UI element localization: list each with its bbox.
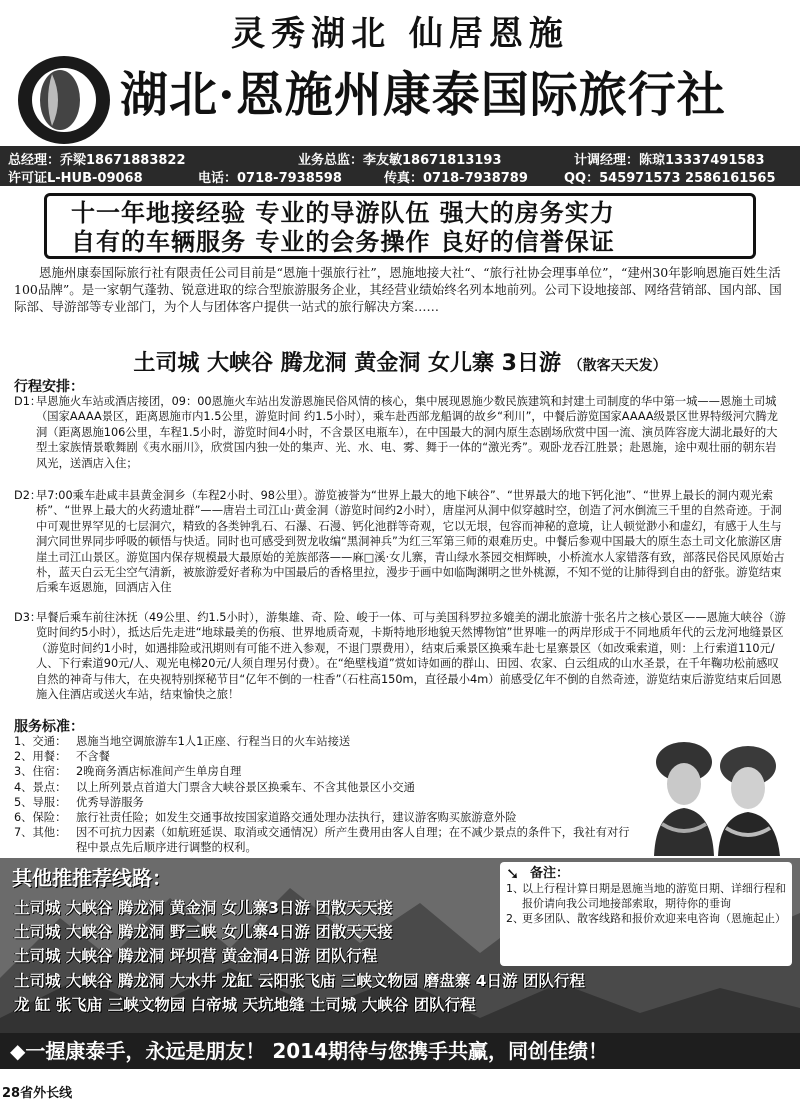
route-item: 土司城 大峡谷 腾龙洞 黄金洞 女儿寨3日游 团散天天接 — [14, 899, 393, 917]
service-text: 以上所列景点首道大门票含大峡谷景区换乘车、不含其他景区小交通 — [76, 780, 415, 794]
service-text: 因不可抗力因素（如航班延误、取消或交通情况）所产生费用由客人自理；在不减少景点的条件下，我社有对行程中景点先后顺序进行调整的权利。 — [76, 826, 630, 855]
page-reference: 28省外长线 — [2, 1086, 73, 1100]
itinerary-heading: 行程安排： — [14, 379, 84, 395]
day-2 — [14, 488, 786, 596]
day-text: 早恩施火车站或酒店接团，09：00恩施火车站出发游恩施民俗风情的核心，集中展现恩施少数民族建筑和封建土司制度的华中第一城——恩施土司城（国家AAAA景区，距离恩施市内1.5公里，游览时间 约1.5小时），乘车赴西部龙船调的故乡“利川”，中餐后游览国家AAAA级景区世界特级河穴腾龙洞（距离恩施106公里，车程1.5小时，游览时间4小时，不含景区电瓶车），在中国最大的洞内原生态剧场欣赏中国一流、演员阵容庞大湖北最好的大型土家族情景歌舞剧《夷水丽川》，欣赏国内独一处的集声、光、水、电、雾、舞于一体的“激光秀”。观卧龙吞江胜景；赴恩施，途中观壮丽的朝东岩风光，送酒店入住； — [36, 395, 778, 470]
route-item: 土司城 大峡谷 腾龙洞 坪坝营 黄金洞4日游 团队行程 — [14, 947, 378, 966]
contact-bar — [0, 146, 800, 186]
day-1 — [14, 394, 786, 471]
tour-title-text: 土司城 大峡谷 腾龙洞 黄金洞 女儿寨 3日游 — [133, 351, 561, 376]
coordinator: 计调经理：陈琼13337491583 — [574, 153, 765, 168]
company-intro: 恩施州康泰国际旅行社有限责任公司目前是“恩施十强旅行社”，恩施地接大社“、“旅行社协会理事单位”，“建州30年影响恩施百姓生活100品牌”。是一家朝气蓬勃、锐意进取的综合型旅游服务企业，其经营业绩始终名列本地前列。公司下设地接部、网络营销部、国内部、国际部、导游部等专业部门，为个人与团体客户提供一站式的旅行解决方案…… — [14, 265, 782, 314]
service-text: 恩施当地空调旅游车1人1正座、行程当日的火车站接送 — [76, 735, 351, 748]
services-list — [14, 734, 634, 856]
service-item — [14, 810, 634, 825]
note-text: 更多团队、散客线路和报价欢迎来电咨询（恩施起止） — [522, 912, 786, 925]
service-item — [14, 825, 634, 855]
license-number: 许可证L-HUB-09068 — [8, 171, 143, 186]
sales-director: 业务总监：李友敏18671813193 — [298, 153, 502, 168]
phone-number: 电话：0718-7938598 — [198, 171, 342, 186]
service-item — [14, 749, 634, 764]
strengths-box — [44, 193, 756, 259]
ethnic-women-photo — [640, 728, 790, 856]
notes-heading: 备注： — [530, 866, 570, 881]
qq-number: QQ：545971573 2586161565 — [564, 171, 776, 186]
tour-title — [0, 346, 800, 377]
general-manager: 总经理：乔梁18671883822 — [8, 153, 186, 168]
note-number: 2、 — [506, 912, 524, 925]
day-text: 早7:00乘车赴咸丰县黄金洞乡（车程2小时、98公里）。游览被誉为“世界上最大的地下峡谷”、“世界最大的地下钙化池”、“世界上最长的洞内观光索桥”、“世界上最大的火药遗址群”——唐岩土司江山·黄金洞（游览时间约2小时），唐崖河从洞中似穿越时空，创造了河水倒流三千里的自然奇迹。于洞中可观世界罕见的七层洞穴，精致的各类钟乳石、石瀑、石漫、钙化池群等奇观，它以无垠，包容而神秘的意境，让人顿觉渺小和虚幻，有感于人生与洞穴同世界同步呼吸的顿悟与快适。同时也可感受到贺龙收编“黑洞神兵”为红三军第三师的艰难历史。中餐后参观中国最大的原生态土司文化旅游区唐崖土司江山景区。游览国内保存规模最大最原始的羌族部落——麻□溪·女儿寨，青山绿水茶园交相辉映，小桥流水人家错落有致，部落民俗民风原始古朴，蓝天白云无尘空气清新，被旅游爱好者称为中国最后的香格里拉，漫步于画中如临陶渊明之世外桃源，不知不觉的让肺得到自由的舒张。游览结束后乘车返恩施，回酒店入住 — [36, 489, 785, 595]
other-routes-heading: 其他推推荐线路： — [12, 866, 172, 890]
service-label: 1、交通： — [14, 735, 67, 748]
service-text: 优秀导游服务 — [76, 795, 144, 809]
route-item: 土司城 大峡谷 腾龙洞 大水井 龙缸 云阳张飞庙 三峡文物园 磨盘寨 4日游 团队行程 — [14, 971, 585, 990]
route-item: 龙 缸 张飞庙 三峡文物园 白帝城 天坑地缝 土司城 大峡谷 团队行程 — [14, 995, 476, 1014]
services-heading: 服务标准： — [14, 719, 84, 735]
service-text: 旅行社责任险；如发生交通事故按国家道路交通处理办法执行，建议游客购买旅游意外险 — [76, 811, 517, 825]
day-text: 早餐后乘车前往沐抚（49公里、约1.5小时），游集雄、奇、险、峻于一体、可与美国科罗拉多媲美的湖北旅游十张名片之核心景区——恩施大峡谷（游览时间约5小时），抵达后先走进“地球最美的伤痕、世界地质奇观，卡斯特地形地貌天然博物馆”世界唯一的两岸形成于不同地质年代的云龙河地缝景区（游览时间约1小时，如遇排险或汛期则有可能不进入参观，不退门票费用），结束后乘景区换乘车赴七星寨景区（如改乘索道，则：上行索道110元/人、下行索道90元/人、观光电梯20元/人须自理另付费）。在“绝壁栈道”赏如诗如画的群山、田园、农家、白云组成的山水圣景，在千年鞠功松前感叹自然的神奇与伟大，在央视特别探秘节目“亿年不倒的一柱香”（石柱高150m，直径最小4m）前感受亿年不倒的自然奇迹，游览结束后游览结束后回恩施入住酒店或送火车站，结束愉快之旅！ — [36, 611, 786, 702]
service-text: 不含餐 — [76, 750, 110, 764]
fax-number: 传真：0718-7938789 — [384, 171, 528, 186]
service-item — [14, 734, 634, 749]
day-label: D2： — [14, 489, 42, 502]
company-logo — [14, 52, 114, 148]
service-label: 3、住宿： — [14, 765, 67, 779]
service-item — [14, 764, 634, 779]
slogan: 灵秀湖北 仙居恩施 — [231, 14, 569, 54]
service-label: 7、其他： — [14, 826, 67, 840]
company-name: 湖北·恩施州康泰国际旅行社 — [120, 67, 726, 123]
arrow-icon: ➘ — [506, 864, 520, 883]
day-3 — [14, 610, 786, 702]
footer-banner: ◆一握康泰手，永远是朋友！ 2014期待与您携手共赢，同创佳绩！ — [0, 1033, 800, 1069]
service-label: 2、用餐： — [14, 750, 67, 764]
note-item — [506, 881, 786, 911]
notes-box — [500, 862, 792, 966]
route-item: 土司城 大峡谷 腾龙洞 野三峡 女儿寨4日游 团散天天接 — [14, 923, 393, 942]
strengths-line-1: 十一年地接经验 专业的导游队伍 强大的房务实力 — [71, 199, 615, 227]
strengths-line-2: 自有的车辆服务 专业的会务操作 良好的信誉保证 — [71, 228, 615, 256]
day-label: D1： — [14, 395, 42, 408]
service-label: 5、导服： — [14, 795, 67, 809]
service-label: 4、景点： — [14, 780, 67, 794]
note-text: 以上行程计算日期是恩施当地的游览日期、详细行程和报价请向我公司地接部索取，期待你的垂询 — [522, 882, 786, 910]
tour-tag: （散客天天发） — [568, 358, 667, 374]
note-item — [506, 911, 786, 926]
day-label: D3： — [14, 611, 42, 624]
service-item — [14, 795, 634, 810]
service-label: 6、保险： — [14, 811, 67, 825]
note-number: 1、 — [506, 882, 524, 895]
service-text: 2晚商务酒店标准间产生单房自理 — [76, 765, 242, 779]
service-item — [14, 780, 634, 795]
